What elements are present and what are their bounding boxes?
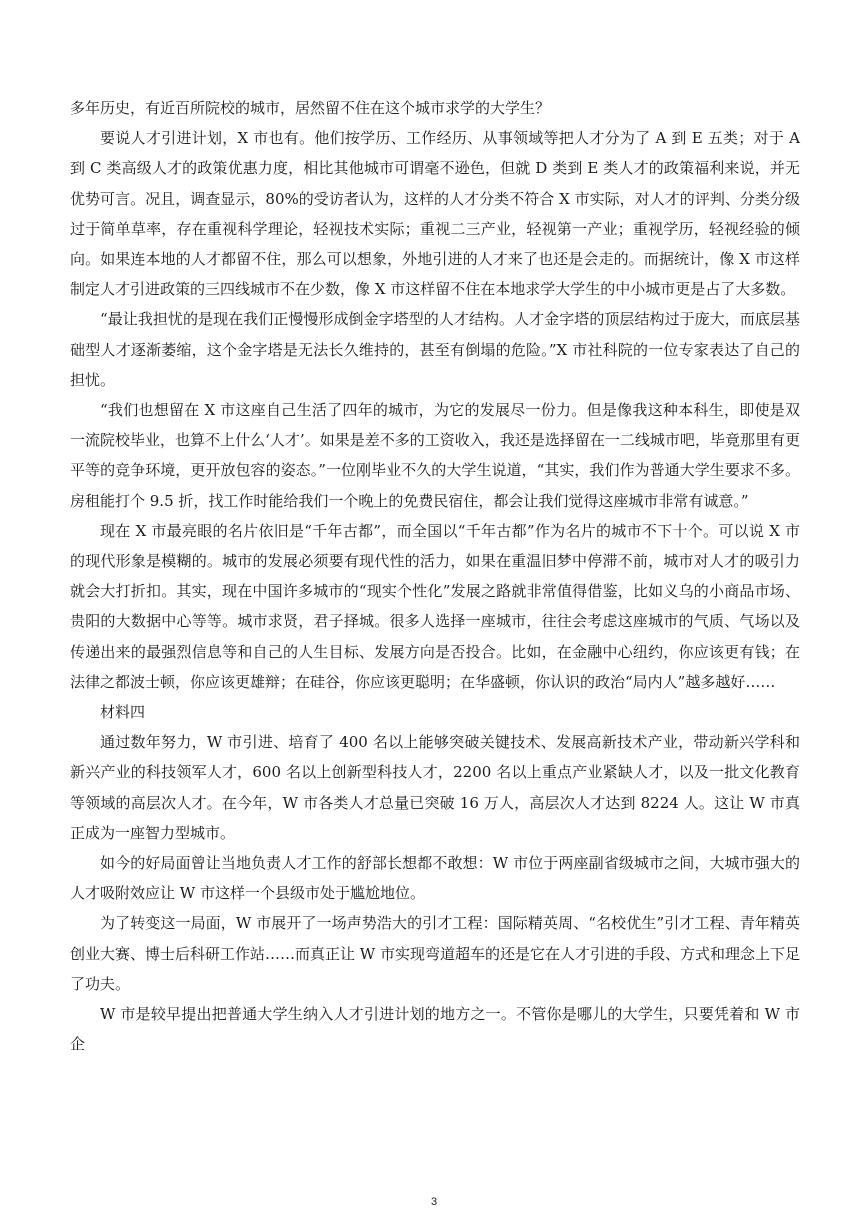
- paragraph-3: “最让我担忧的是现在我们正慢慢形成倒金字塔型的人才结构。人才金字塔的顶层结构过于庞大，而底层基础型人才逐渐萎缩，这个金字塔是无法长久维持的，甚至有倒塌的危险。”X 市社科院的一位专家表达了自己的担忧。: [70, 310, 800, 389]
- paragraph-2: 要说人才引进计划，X 市也有。他们按学历、工作经历、从事领域等把人才分为了 A 到 E 五类；对于 A 到 C 类高级人才的政策优惠力度，相比其他城市可谓毫不逊色，但就 D 类到 E 类人才的政策福利来说，并无优势可言。况且，调查显示，80%的受访者认为，这样的人才分类不符合 X 市实际，对人才的评判、分类分级过于简单草率，存在重视科学理论，轻视技术实际；重视二三产业，轻视第一产业；重视学历，轻视经验的倾向。如果连本地的人才都留不住，那么可以想象，外地引进的人才来了也还是会走的。而据统计，像 X 市这样制定人才引进政策的三四线城市不在少数，像 X 市这样留不住在本地求学大学生的中小城市更是占了大多数。: [70, 129, 800, 299]
- paragraph-9: 为了转变这一局面，W 市展开了一场声势浩大的引才工程：国际精英周、“名校优生”引才工程、青年精英创业大赛、博士后科研工作站……而真正让 W 市实现弯道超车的还是它在人才引进的手段、方式和理念上下足了功夫。: [70, 914, 800, 993]
- paragraph-10: W 市是较早提出把普通大学生纳入人才引进计划的地方之一。不管你是哪儿的大学生，只要凭着和 W 市企: [70, 1005, 800, 1054]
- paragraph-1: 多年历史，有近百所院校的城市，居然留不住在这个城市求学的大学生？: [70, 99, 551, 117]
- paragraph-5: 现在 X 市最亮眼的名片依旧是“千年古都”，而全国以“千年古都”作为名片的城市不下十个。可以说 X 市的现代形象是模糊的。城市的发展必须要有现代性的活力，如果在重温旧梦中停滞不前，城市对人才的吸引力就会大打折扣。其实，现在中国许多城市的“现实个性化”发展之路就非常值得借鉴，比如义乌的小商品市场、贵阳的大数据中心等等。城市求贤，君子择城。很多人选择一座城市，往往会考虑这座城市的气质、气场以及传递出来的最强烈信息等和自己的人生目标、发展方向是否投合。比如，在金融中心纽约，你应该更有钱；在法律之都波士顿，你应该更雄辩；在硅谷，你应该更聪明；在华盛顿，你认识的政治“局内人”越多越好……: [70, 521, 800, 691]
- section-heading-material-4: 材料四: [100, 703, 146, 722]
- paragraph-8: 如今的好局面曾让当地负责人才工作的舒部长想都不敢想：W 市位于两座副省级城市之间，大城市强大的人才吸附效应让 W 市这样一个县级市处于尴尬地位。: [70, 854, 800, 903]
- paragraph-4: “我们也想留在 X 市这座自己生活了四年的城市，为它的发展尽一份力。但是像我这种本科生，即使是双一流院校毕业，也算不上什么‘人才’。如果是差不多的工资收入，我还是选择留在一二线城市吧，毕竟那里有更平等的竞争环境，更开放包容的姿态。”一位刚毕业不久的大学生说道，“其实，我们作为普通大学生要求不多。房租能打个 9.5 折，找工作时能给我们一个晚上的免费民宿住，都会让我们觉得这座城市非常有诚意。”: [70, 401, 800, 510]
- paragraph-7: 通过数年努力，W 市引进、培育了 400 名以上能够突破关键技术、发展高新技术产业，带动新兴学科和新兴产业的科技领军人才，600 名以上创新型科技人才，2200 名以上重点产业紧缺人才，以及一批文化教育等领域的高层次人才。在今年，W 市各类人才总量已突破 16 万人，高层次人才达到 8224 人。这让 W 市真正成为一座智力型城市。: [70, 733, 800, 842]
- document-body: [70, 93, 800, 1060]
- page-number: 3: [430, 1196, 438, 1208]
